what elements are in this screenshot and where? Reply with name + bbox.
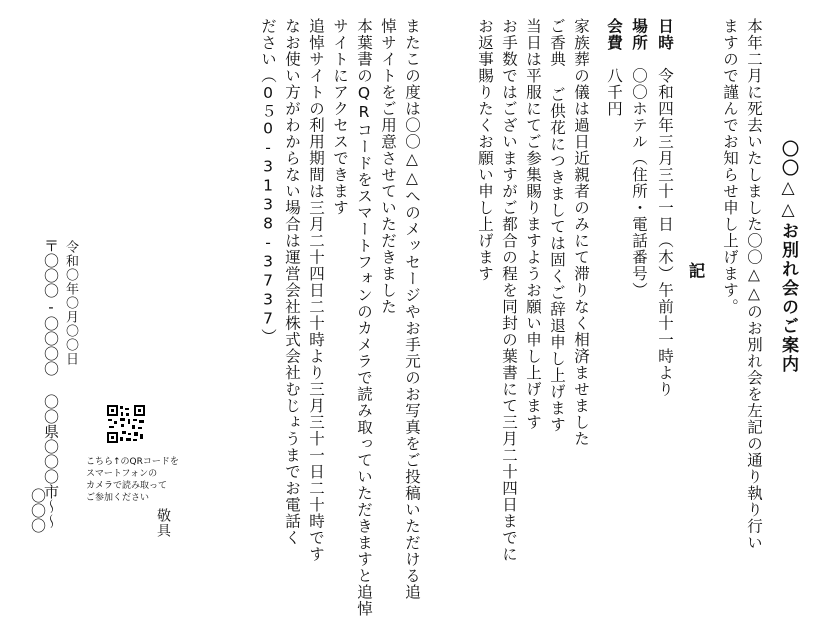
sender-name: 〇〇〇 [29,488,47,533]
memorial-line-6: なお使い方がわからない場合は運営会社株式会社むじょうまでお電話く [283,18,301,546]
qr-note-line-4: ご参加ください [86,493,150,503]
memorial-line-7: ださい（0５0-3138-3737） [259,18,277,345]
body-line-2: ご香典 ご供花につきましては固くご辞退申し上げます [548,18,566,433]
qr-code-icon [106,404,146,444]
memorial-line-1: またこの度は〇〇△△へのメッセージやお手元のお写真をご投稿いただける追 [403,18,421,601]
detail-value: 〇〇ホテル（住所・電話番号） [630,67,648,299]
intro-line-1: 本年二月に死去いたしました〇〇△△のお別れ会を左記の通り執り行い [745,18,763,551]
qr-note-line-3: カメラで読み取って [86,481,168,491]
qr-note-line-1: こちら↑のQRコードを [86,457,179,467]
body-line-5: お返事賜りたくお願い申し上げます [476,18,494,282]
detail-place [631,18,647,299]
detail-label: 日時 [656,18,674,51]
memorial-line-2: 悼サイトをご用意させていただきました [379,18,397,315]
detail-value: 令和四年三月三十一日（木）午前十一時より [656,67,674,398]
qr-note-line-2: スマートフォンの [86,469,158,479]
detail-label: 場所 [630,18,648,51]
sender-address: 〒〇〇〇-〇〇〇〇 〇〇県〇〇〇市〜〜 [42,238,60,529]
detail-value: 八千円 [605,67,623,117]
intro-line-2: ますので謹んでお知らせ申し上げます。 [721,18,739,315]
body-line-3: 当日は平服にてご参集賜りますようお願い申し上げます [524,18,542,431]
body-line-4: お手数ではございますがご都合の程を同封の葉書にて三月二十四日までに [500,18,518,563]
ki-heading: 記 [686,262,705,280]
body-line-1: 家族葬の儀は過日近親者のみにて滞りなく相済ませました [572,18,590,447]
detail-datetime [657,18,673,398]
memorial-line-3: 本葉書のQRコードをスマートフォンのカメラで読み取っていただきますと追悼 [355,18,373,617]
letter-date: 令和〇年〇月〇〇日 [63,240,78,366]
closing-keigu: 敬具 [155,508,171,538]
detail-fee [606,18,622,117]
qr-code[interactable] [106,404,146,444]
detail-label: 会費 [605,18,623,51]
memorial-line-4: サイトにアクセスできます [331,18,349,216]
memorial-line-5: 追悼サイトの利用期間は三月二十四日二十時より三月三十一日二十時です [307,18,325,563]
letter-title: 〇〇△△お別れ会のご案内 [778,140,798,374]
